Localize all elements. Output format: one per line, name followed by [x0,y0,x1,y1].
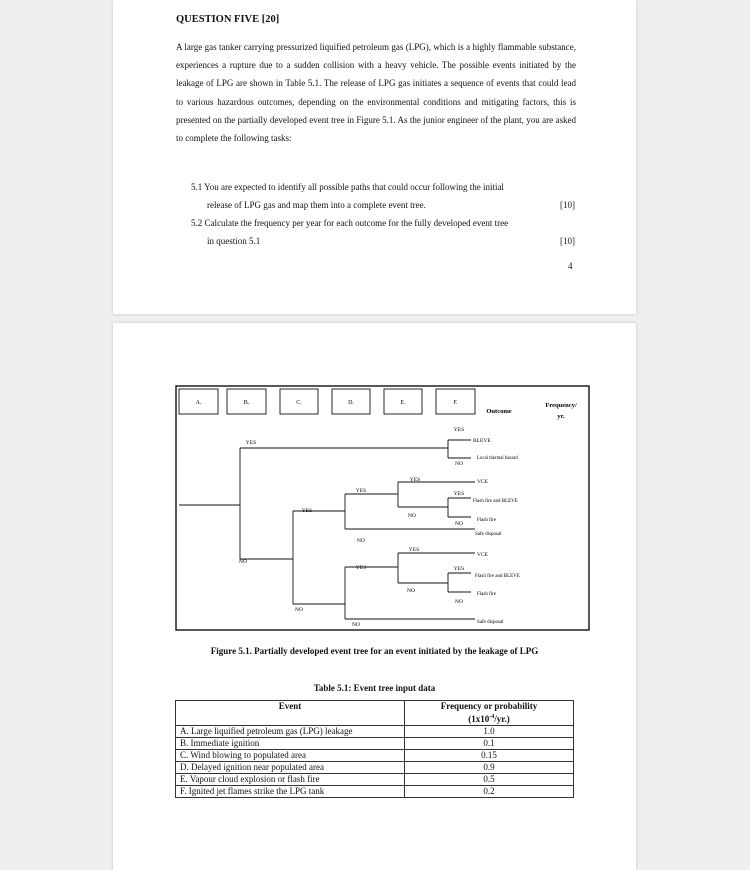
branch-no: NO [455,599,463,605]
outcome-label: Flash fire and BLEVE [475,574,520,579]
branch-no: NO [455,521,463,527]
frequency-header: Frequency/ [545,402,577,409]
frequency-header-unit: yr. [557,413,565,420]
event-label-b: B. [243,400,250,406]
page-one [113,0,636,314]
table-header-event: Event [176,701,405,726]
outcome-label: Flash fire [477,518,497,523]
figure-frame [176,386,589,630]
branch-yes: YES [453,427,465,433]
question-paragraph: A large gas tanker carrying pressurized liquified petroleum gas (LPG), which is a highly flammable substance, experiences a rupture due to a sudden collision with a heavy vehicle. The possible events initiated by the leakage of LPG are shown in Table 5.1. The release of LPG gas initiates a sequence of events that could lead to various hazardous outcomes, depending on the environmental conditions and mitigating factors, this is presented on the partially developed event tree in Figure 5.1. As the junior engineer of the plant, you are asked to complete the following tasks: [176,42,576,144]
page-number: 4 [568,261,573,271]
task-5-2 [191,214,575,250]
event-label-c: C. [296,400,302,406]
table-row: C. Wind blowing to populated area 0.15 [176,750,574,762]
task-line: 5.2 Calculate the frequency per year for each outcome for the fully developed event tree [191,218,509,228]
branch-no: NO [295,607,303,613]
task-line: 5.1 You are expected to identify all possible paths that could occur following the initial [191,182,504,192]
event-label-a: A. [195,400,202,406]
branch-yes: YES [355,565,367,571]
event-label-d: D. [348,400,354,406]
table-row: A. Large liquified petroleum gas (LPG) leakage 1.0 [176,726,574,738]
task-marks: [10] [560,236,575,246]
outcome-label: VCE [477,479,488,485]
outcome-label: Safe disposal [477,620,504,625]
branch-no: NO [455,461,463,467]
task-marks: [10] [560,200,575,210]
figure-caption: Figure 5.1. Partially developed event tree for an event initiated by the leakage of LPG [210,646,539,656]
branch-yes: YES [453,566,465,572]
branch-no: NO [407,588,415,594]
page-two [113,323,636,870]
table-header-frequency: Frequency or probability $(1x10^{-4}/yr.)$ [405,701,574,726]
branch-no: NO [357,538,365,544]
question-title: QUESTION FIVE [20] [176,14,280,25]
outcome-label: BLEVE [473,438,491,444]
branch-no: NO [352,622,360,628]
outcome-label: VCE [477,552,488,558]
branch-yes: YES [355,488,367,494]
outcome-label: Flash fire [477,592,497,597]
outcome-label: Safe disposal [475,532,502,537]
branch-yes: YES [301,508,313,514]
branch-yes: YES [409,477,421,483]
branch-yes: YES [408,547,420,553]
table-row: F. Ignited jet flames strike the LPG tank 0.2 [176,786,574,798]
event-input-table [175,700,574,798]
outcome-header: Outcome [486,408,512,415]
table-row: B. Immediate ignition 0.1 [176,738,574,750]
event-label-f: F. [453,400,458,406]
task-line: release of LPG gas and map them into a complete event tree. [207,200,426,210]
tree-branches [179,440,475,619]
branch-yes: YES [245,440,257,446]
table-row: E. Vapour cloud explosion or flash fire 0.5 [176,774,574,786]
task-line: in question 5.1 [207,236,261,246]
event-tree-figure [175,385,590,631]
outcome-label: Local thermal hazard [477,456,518,461]
table-caption: Table 5.1: Event tree input data [313,683,436,693]
branch-no: NO [239,559,247,565]
table-row: D. Delayed ignition near populated area 0.9 [176,762,574,774]
task-5-1 [191,178,575,214]
branch-no: NO [408,513,416,519]
event-label-e: E. [400,400,406,406]
branch-yes: YES [453,491,465,497]
outcome-label: Flash fire and BLEVE [473,499,518,504]
